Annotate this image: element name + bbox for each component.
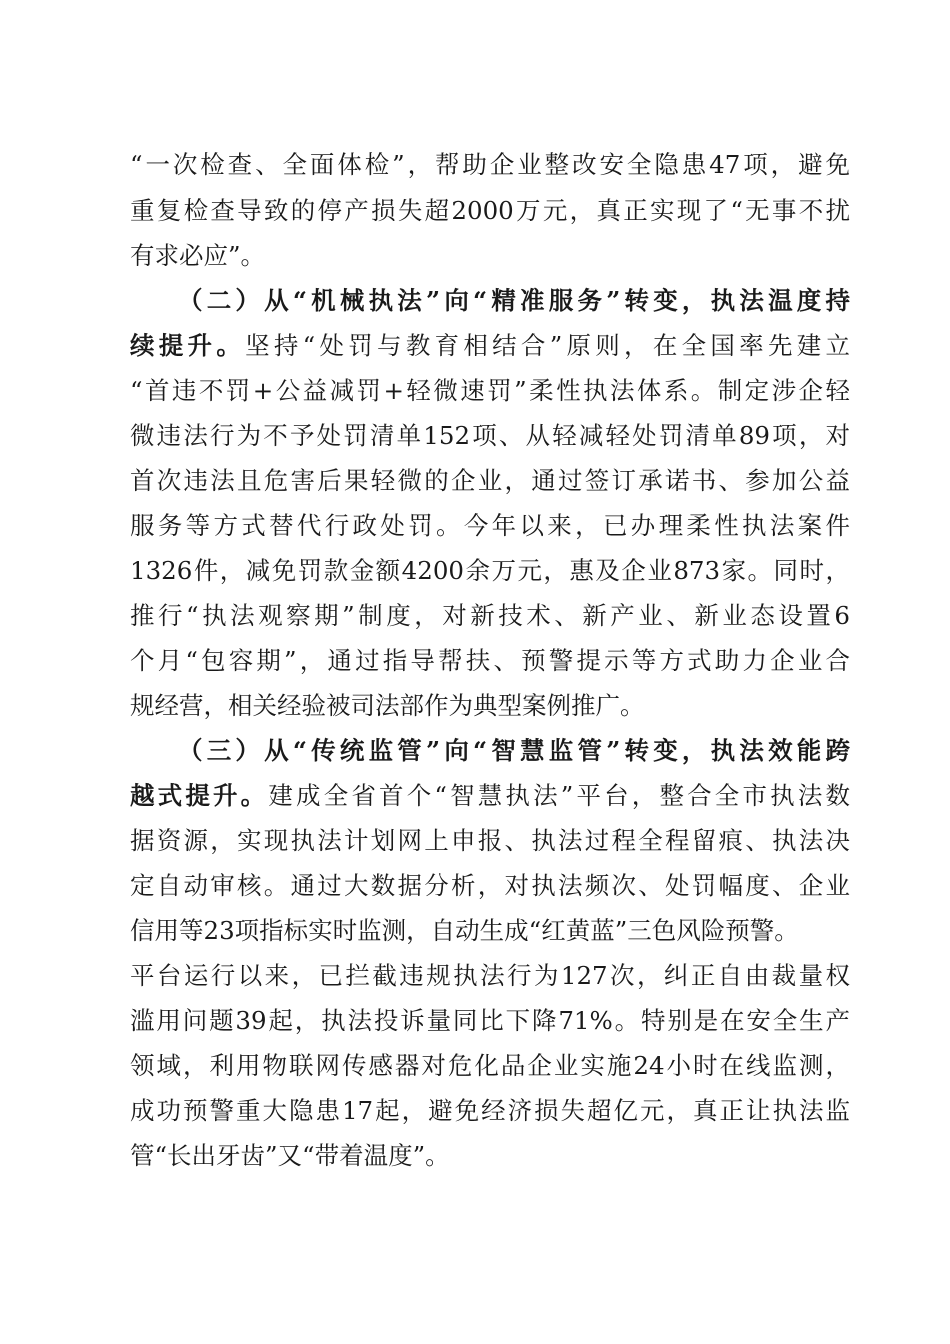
paragraph-2-line-4: 微违法行为不予处罚清单152项、从轻减轻处罚清单89项，对: [130, 421, 850, 450]
paragraph-3-heading-tail: 越式提升。: [130, 781, 269, 810]
paragraph-3-line-4: 定自动审核。通过大数据分析，对执法频次、处罚幅度、企业: [130, 871, 850, 900]
paragraph-2-line-5: 首次违法且危害后果轻微的企业，通过签订承诺书、参加公益: [130, 466, 850, 495]
paragraph-1-line-2: 重复检查导致的停产损失超2000万元，真正实现了“无事不扰: [130, 196, 850, 225]
paragraph-2-line-7: 1326件，减免罚款金额4200余万元，惠及企业873家。同时，: [130, 556, 850, 585]
paragraph-3-line-3: 据资源，实现执法计划网上申报、执法过程全程留痕、执法决: [130, 826, 850, 855]
paragraph-2-heading-tail: 续提升。: [130, 331, 246, 360]
paragraph-1-line-3: 有求必应”。: [130, 241, 266, 270]
paragraph-2-line-6: 服务等方式替代行政处罚。今年以来，已办理柔性执法案件: [130, 511, 850, 540]
paragraph-3-line-5: 信用等23项指标实时监测，自动生成“红黄蓝”三色风险预警。: [130, 916, 799, 945]
paragraph-3-line-2-text: 建成全省首个“智慧执法”平台，整合全市执法数: [268, 781, 850, 810]
paragraph-2-line-10: 规经营，相关经验被司法部作为典型案例推广。: [130, 691, 645, 720]
paragraph-2-line-8: 推行“执法观察期”制度，对新技术、新产业、新业态设置6: [130, 601, 850, 630]
paragraph-2-heading-line-1: （二）从“机械执法”向“精准服务”转变，执法温度持: [178, 286, 850, 315]
paragraph-2-line-9: 个月“包容期”，通过指导帮扶、预警提示等方式助力企业合: [130, 646, 850, 675]
paragraph-3-line-2: [130, 776, 850, 816]
paragraph-3-line-6: 平台运行以来，已拦截违规执法行为127次，纠正自由裁量权: [130, 961, 850, 990]
paragraph-2-line-2: [130, 326, 850, 366]
paragraph-2-line-3: “首违不罚+公益减罚+轻微速罚”柔性执法体系。制定涉企轻: [130, 376, 850, 405]
paragraph-3-heading-line-1: （三）从“传统监管”向“智慧监管”转变，执法效能跨: [178, 736, 850, 765]
paragraph-3-line-7: 滥用问题39起，执法投诉量同比下降71%。特别是在安全生产: [130, 1006, 850, 1035]
paragraph-2-line-2-text: 坚持“处罚与教育相结合”原则，在全国率先建立: [245, 331, 851, 360]
paragraph-1-line-1: “一次检查、全面体检”，帮助企业整改安全隐患47项，避免: [130, 150, 850, 179]
paragraph-3-line-8: 领域，利用物联网传感器对危化品企业实施24小时在线监测，: [130, 1051, 850, 1080]
paragraph-3-line-10: 管“长出牙齿”又“带着温度”。: [130, 1141, 450, 1170]
paragraph-3-line-9: 成功预警重大隐患17起，避免经济损失超亿元，真正让执法监: [130, 1096, 850, 1125]
